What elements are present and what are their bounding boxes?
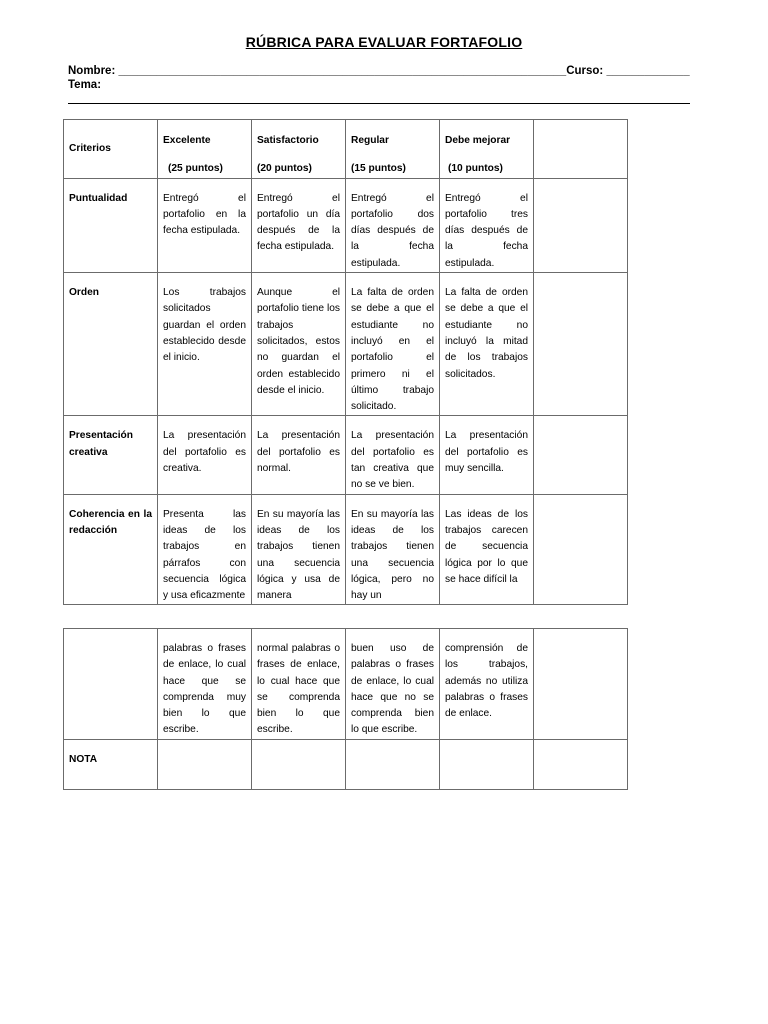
rubric-table-continuation: [63, 628, 628, 790]
level-points: (10 puntos): [448, 163, 503, 175]
nombre-label: Nombre:: [68, 65, 116, 77]
cell-presentacion-excelente: La presentación del portafolio es creativa.: [158, 416, 252, 494]
criterion-orden: Orden: [64, 273, 158, 416]
level-header-excelente: [158, 120, 252, 179]
cell-orden-regular: La falta de orden se debe a que el estudiante no incluyó en el portafolio el primero ni el último trabajo solicitado.: [346, 273, 440, 416]
cell-coherencia-excelente: Presenta las ideas de los trabajos en párrafos con secuencia lógica y usa eficazmente: [158, 494, 252, 605]
level-header-satisfactorio: [252, 120, 346, 179]
empty-cell: [64, 629, 158, 740]
level-name: Satisfactorio: [257, 135, 319, 146]
level-points: (25 puntos): [168, 163, 223, 175]
cell-orden-debe-mejorar: La falta de orden se debe a que el estudiante no incluyó la mitad de los trabajos solicitados.: [440, 273, 534, 416]
cell-coherencia-debe-mejorar: Las ideas de los trabajos carecen de secuencia lógica por lo que se hace difícil la: [440, 494, 534, 605]
level-points: (20 puntos): [257, 163, 312, 175]
criterion-puntualidad: Puntualidad: [64, 178, 158, 272]
tema-blank-line: [68, 103, 690, 104]
cell-continuation-debe-mejorar: comprensión de los trabajos, además no utiliza palabras o frases de enlace.: [440, 629, 534, 740]
criterion-coherencia: Coherencia en la redacción: [64, 494, 158, 605]
cell-continuation-regular: buen uso de palabras o frases de enlace, lo cual hace que no se comprenda bien lo que escribe.: [346, 629, 440, 740]
empty-cell: [534, 178, 628, 272]
cell-orden-satisfactorio: Aunque el portafolio tiene los trabajos solicitados, estos no guardan el orden establecido desde el inicio.: [252, 273, 346, 416]
criterion-presentacion: Presentación creativa: [64, 416, 158, 494]
criterios-header: Criterios: [64, 120, 158, 179]
table-row: [64, 416, 628, 494]
level-header-debe-mejorar: [440, 120, 534, 179]
nota-cell-debe-mejorar: [440, 740, 534, 790]
empty-cell: [534, 494, 628, 605]
level-name: Excelente: [163, 135, 211, 146]
nota-row: [64, 740, 628, 790]
cell-presentacion-satisfactorio: La presentación del portafolio es normal.: [252, 416, 346, 494]
cell-continuation-excelente: palabras o frases de enlace, lo cual hace que se comprenda muy bien lo que escribe.: [158, 629, 252, 740]
nota-cell-excelente: [158, 740, 252, 790]
header-row: [64, 120, 628, 179]
curso-blank: _____________: [606, 65, 690, 77]
cell-presentacion-regular: La presentación del portafolio es tan creativa que no se ve bien.: [346, 416, 440, 494]
table-row: [64, 494, 628, 605]
empty-cell: [534, 740, 628, 790]
cell-puntualidad-excelente: Entregó el portafolio en la fecha estipulada.: [158, 178, 252, 272]
nota-cell-regular: [346, 740, 440, 790]
cell-coherencia-satisfactorio: En su mayoría las ideas de los trabajos tienen una secuencia lógica y usa de manera: [252, 494, 346, 605]
cell-continuation-satisfactorio: normal palabras o frases de enlace, lo cual hace que se comprenda bien lo que escribe.: [252, 629, 346, 740]
level-points: (15 puntos): [351, 163, 406, 175]
cell-puntualidad-debe-mejorar: Entregó el portafolio tres días después de la fecha estipulada.: [440, 178, 534, 272]
nota-label: NOTA: [64, 740, 158, 790]
nombre-blank: ______________________________________________________________________: [118, 65, 567, 77]
table-row: [64, 629, 628, 740]
nota-cell-satisfactorio: [252, 740, 346, 790]
cell-presentacion-debe-mejorar: La presentación del portafolio es muy sencilla.: [440, 416, 534, 494]
empty-cell: [534, 416, 628, 494]
cell-puntualidad-satisfactorio: Entregó el portafolio un día después de la fecha estipulada.: [252, 178, 346, 272]
empty-cell: [534, 120, 628, 179]
level-name: Debe mejorar: [445, 135, 511, 146]
empty-cell: [534, 273, 628, 416]
level-header-regular: [346, 120, 440, 179]
empty-cell: [534, 629, 628, 740]
tema-label: Tema:: [68, 79, 102, 91]
nombre-row: [68, 65, 690, 77]
cell-coherencia-regular: En su mayoría las ideas de los trabajos tienen una secuencia lógica, pero no hay un: [346, 494, 440, 605]
document-title: RÚBRICA PARA EVALUAR FORTAFOLIO: [245, 34, 523, 50]
rubric-table: [63, 119, 628, 605]
cell-puntualidad-regular: Entregó el portafolio dos días después de la fecha estipulada.: [346, 178, 440, 272]
cell-orden-excelente: Los trabajos solicitados guardan el orden establecido desde el inicio.: [158, 273, 252, 416]
table-row: [64, 273, 628, 416]
table-row: [64, 178, 628, 272]
level-name: Regular: [351, 135, 389, 146]
curso-label: Curso:: [566, 65, 604, 77]
